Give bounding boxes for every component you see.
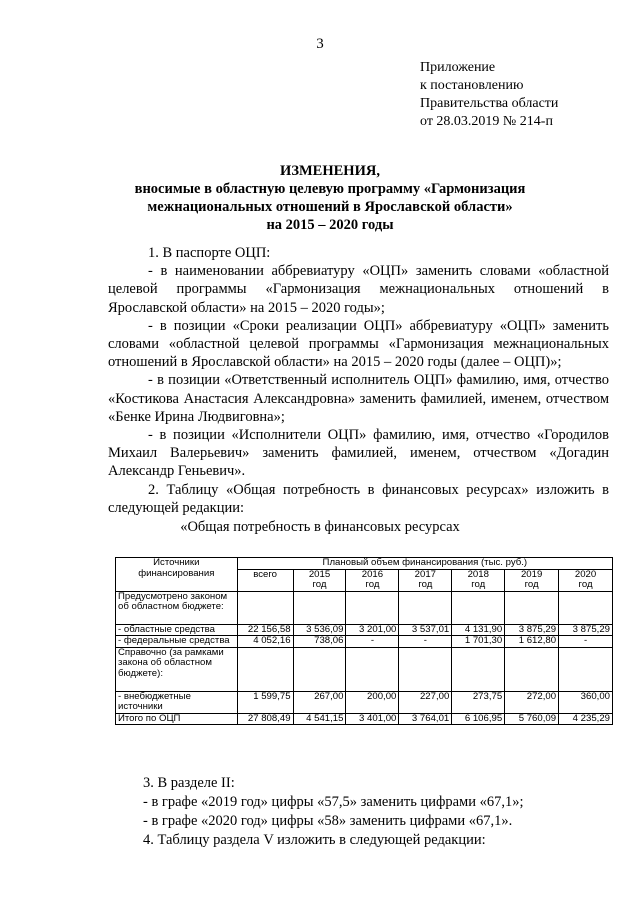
appendix-line: к постановлению: [420, 78, 524, 93]
cell-value: 5 760,09: [505, 713, 559, 725]
cell-value: 27 808,49: [237, 713, 293, 725]
paragraph: 3. В разделе II:: [143, 775, 235, 791]
cell-value: 4 131,90: [452, 624, 505, 636]
header-plan: Плановый объем финансирования (тыс. руб.): [237, 558, 612, 570]
table-row: [116, 624, 613, 636]
title-line: межнациональных отношений в Ярославской области»: [147, 199, 513, 215]
cell-value: 1 701,30: [452, 636, 505, 648]
cell-value: 1 612,80: [505, 636, 559, 648]
header-year: 2016 год: [346, 569, 399, 591]
section-label: Предусмотрено законом об областном бюджете:: [116, 591, 238, 624]
cell-value: 3 875,29: [505, 624, 559, 636]
cell-value: 738,06: [293, 636, 346, 648]
section-label: Справочно (за рамками закона об областном бюджете):: [116, 647, 238, 691]
cell-value: 1 599,75: [237, 691, 293, 713]
table-row: [116, 591, 613, 624]
cell-value: 360,00: [559, 691, 613, 713]
header-year: 2017 год: [399, 569, 452, 591]
title-line: вносимые в областную целевую программу «Гармонизация: [134, 181, 526, 197]
cell-value: -: [559, 636, 613, 648]
paragraph: 1. В паспорте ОЦП:: [148, 245, 271, 261]
document-title: [100, 162, 560, 234]
table-title: «Общая потребность в финансовых ресурсах: [180, 519, 460, 535]
header-year: 2018 год: [452, 569, 505, 591]
cell-value: 4 052,16: [237, 636, 293, 648]
table-row: [116, 691, 613, 713]
appendix-line: Приложение: [420, 60, 496, 75]
cell-value: 3 537,01: [399, 624, 452, 636]
row-label: Итого по ОЦП: [116, 713, 238, 725]
cell-value: 3 764,01: [399, 713, 452, 725]
table-header-row: [116, 558, 613, 570]
header-year: 2015 год: [293, 569, 346, 591]
paragraph: - в графе «2019 год» цифры «57,5» заменить цифрами «67,1»;: [143, 794, 524, 810]
page-number: 3: [316, 36, 324, 52]
paragraph: - в графе «2020 год» цифры «58» заменить цифрами «67,1».: [143, 813, 513, 829]
title-line: на 2015 – 2020 годы: [266, 217, 394, 233]
appendix-line: от 28.03.2019 № 214-п: [420, 114, 553, 129]
financing-table: [115, 557, 613, 725]
cell-value: 200,00: [346, 691, 399, 713]
cell-value: 3 875,29: [559, 624, 613, 636]
header-year: 2019 год: [505, 569, 559, 591]
paragraph: - в позиции «Ответственный исполнитель ОЦП» фамилию, имя, отчество «Костикова Анастасия Александровна» заменить фамилией, именем, отчеством «Бенке Ирина Людвиговна»;: [108, 372, 609, 425]
cell-value: 4 235,29: [559, 713, 613, 725]
appendix-header: [420, 59, 558, 131]
table-row: [116, 636, 613, 648]
appendix-line: Правительства области: [420, 96, 559, 111]
table-row: [116, 647, 613, 691]
cell-value: 3 536,09: [293, 624, 346, 636]
cell-value: 22 156,58: [237, 624, 293, 636]
cell-value: 3 401,00: [346, 713, 399, 725]
header-total: всего: [237, 569, 293, 591]
cell-value: 267,00: [293, 691, 346, 713]
cell-value: -: [399, 636, 452, 648]
paragraph: - в позиции «Исполнители ОЦП» фамилию, имя, отчество «Городилов Михаил Валерьевич» заменить фамилией, именем, отчеством «Догадин Александр Геньевич».: [108, 427, 609, 480]
row-label: - областные средства: [116, 624, 238, 636]
cell-value: 6 106,95: [452, 713, 505, 725]
row-label: - внебюджетные источники: [116, 691, 238, 713]
header-source: Источники финансирования: [116, 558, 238, 592]
cell-value: 4 541,15: [293, 713, 346, 725]
paragraph: 4. Таблицу раздела V изложить в следующей редакции:: [143, 832, 486, 848]
cell-value: -: [346, 636, 399, 648]
header-year: 2020 год: [559, 569, 613, 591]
title-line: ИЗМЕНЕНИЯ,: [280, 163, 380, 179]
paragraph: - в позиции «Сроки реализации ОЦП» аббревиатуру «ОЦП» заменить словами «областной целевой программы «Гармонизация межнациональных отношений в Ярославской области» на 2015 – 2020 годы (далее – ОЦП)»;: [108, 317, 609, 371]
cell-value: 227,00: [399, 691, 452, 713]
cell-value: 272,00: [505, 691, 559, 713]
paragraph: - в наименовании аббревиатуру «ОЦП» заменить словами «областной целевой программы «Гармонизация межнациональных отношений в Ярославской области» на 2015 – 2020 годы»;: [108, 263, 609, 316]
paragraph: 2. Таблицу «Общая потребность в финансовых ресурсах» изложить в следующей редакции:: [108, 481, 609, 516]
cell-value: 3 201,00: [346, 624, 399, 636]
row-label: - федеральные средства: [116, 636, 238, 648]
table-row-total: [116, 713, 613, 725]
tail-text: [143, 774, 613, 850]
cell-value: 273,75: [452, 691, 505, 713]
body-text: [108, 244, 609, 517]
